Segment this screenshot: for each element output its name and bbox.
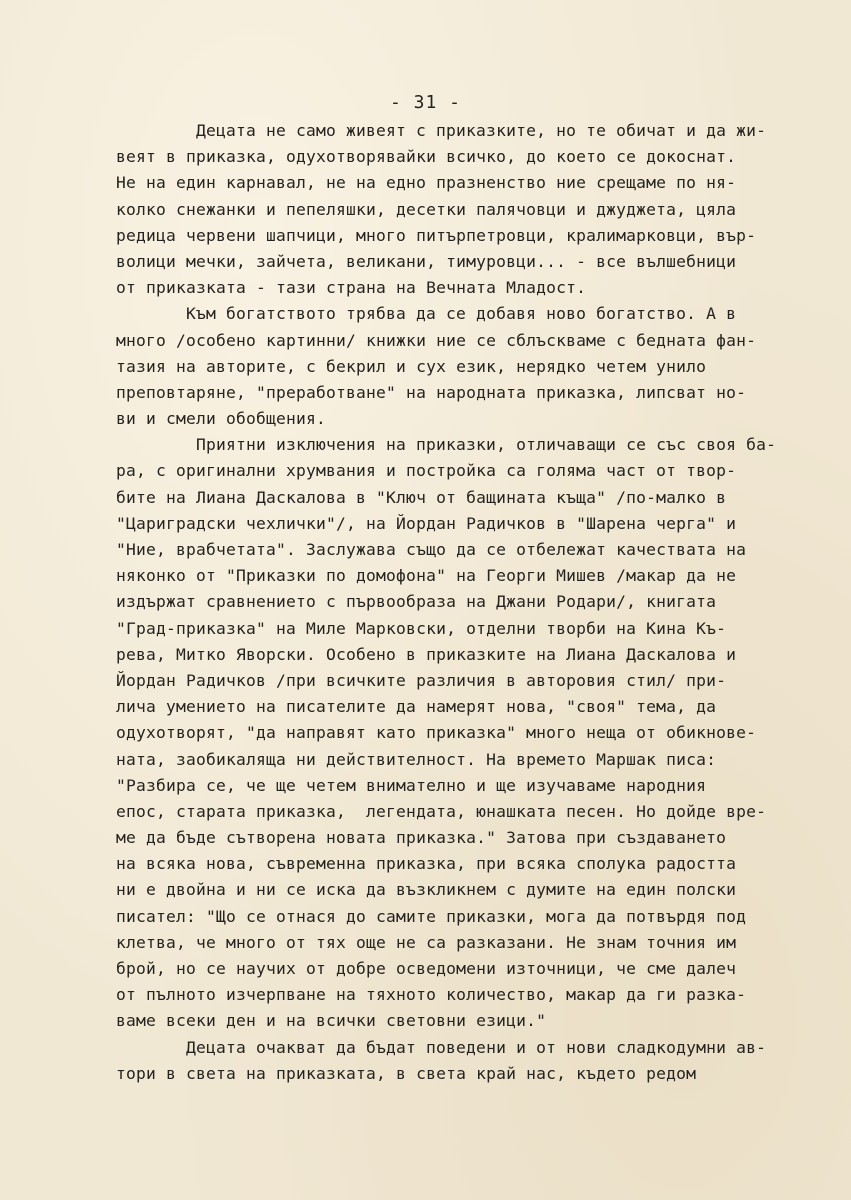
text-line: ни е двойна и ни се иска да възкликнем с думите на един полски xyxy=(116,880,737,900)
document-body xyxy=(116,118,836,1087)
text-line: лича умението на писателите да намерят нова, "своя" тема, да xyxy=(116,697,717,717)
text-line: писател: "Що се отнася до самите приказки, мога да потвърдя под xyxy=(116,906,747,926)
text-line: ви и смели обобщения. xyxy=(116,409,327,429)
text-line: редица червени шапчици, много питърпетровци, кралимарковци, вър- xyxy=(116,225,757,245)
text-line: ната, заобикаляща ни действителност. На времето Маршак писа: xyxy=(116,749,717,769)
text-line: "Разбира се, че ще четем внимателно и ще изучаваме народния xyxy=(116,775,707,795)
text-line: издържат сравнението с първообраза на Джани Родари/, книгата xyxy=(116,592,717,612)
text-line: бите на Лиана Даскалова в "Ключ от бащината къща" /по-малко в xyxy=(116,487,727,507)
text-line: рева, Митко Яворски. Особено в приказките на Лиана Даскалова и xyxy=(116,644,737,664)
text-line: "Град-приказка" на Миле Марковски, отделни творби на Кина Къ- xyxy=(116,618,727,638)
text-line: брой, но се научих от добре осведомени източници, че сме далеч xyxy=(116,959,737,978)
text-line: няконко от "Приказки по домофона" на Георги Мишев /макар да не xyxy=(116,566,737,586)
text-line: ме да бъде сътворена новата приказка." Затова при създаването xyxy=(116,828,727,848)
text-line: Не на един карнавал, не на едно празненство ние срещаме по ня- xyxy=(116,173,737,193)
text-line: от приказката - тази страна на Вечната Младост. xyxy=(116,278,587,298)
text-line: тазия на авторите, с бекрил и сух език, нерядко четем унило xyxy=(116,356,707,376)
text-line: ваме всеки ден и на всички световни езици." xyxy=(116,1011,547,1031)
text-line: волици мечки, зайчета, великани, тимуровци... - все вълшебници xyxy=(116,251,737,271)
text-line: преповтаряне, "преработване" на народната приказка, липсват но- xyxy=(116,382,747,402)
text-line: Децата не само живеят с приказките, но те обичат и да жи- xyxy=(196,121,767,140)
text-line: тори в света на приказката, в света край нас, където редом xyxy=(116,1063,697,1083)
text-line: епос, старата приказка, легендата, юнашката песен. Но дойде вре- xyxy=(116,801,767,821)
text-line: одухотворят, "да направят като приказка" много неща от обикнове- xyxy=(116,723,757,743)
page-number: - 31 - xyxy=(389,92,462,113)
text-line: на всяка нова, съвременна приказка, при всяка сполука радостта xyxy=(116,854,737,874)
text-line: "Цариградски чехлички"/, на Йордан Радичков в "Шарена черга" и xyxy=(116,513,737,533)
text-line: от пълното изчерпване на тяхното количество, макар да ги разка- xyxy=(116,985,747,1005)
text-line: Йордан Радичков /при всичките различия в авторовия стил/ при- xyxy=(116,670,727,690)
text-line: "Ние, врабчетата". Заслужава също да се отбележат качествата на xyxy=(116,540,747,559)
text-line: ра, с оригинални хрумвания и постройка са голяма част от твор- xyxy=(116,461,737,481)
text-line: клетва, че много от тях още не са разказани. Не знам точния им xyxy=(116,932,737,952)
text-line: колко снежанки и пепеляшки, десетки палячовци и джуджета, цяла xyxy=(116,199,737,219)
text-line: Приятни изключения на приказки, отличаващи се със своя ба- xyxy=(196,435,777,455)
text-line: веят в приказка, одухотворявайки всичко, до което се докоснат. xyxy=(116,147,737,167)
text-line: Децата очакват да бъдат поведени и от нови сладкодумни ав- xyxy=(186,1037,767,1057)
text-line: много /особено картинни/ книжки ние се сблъскваме с бедната фан- xyxy=(116,330,757,350)
text-line: Към богатството трябва да се добавя ново богатство. А в xyxy=(186,304,737,324)
